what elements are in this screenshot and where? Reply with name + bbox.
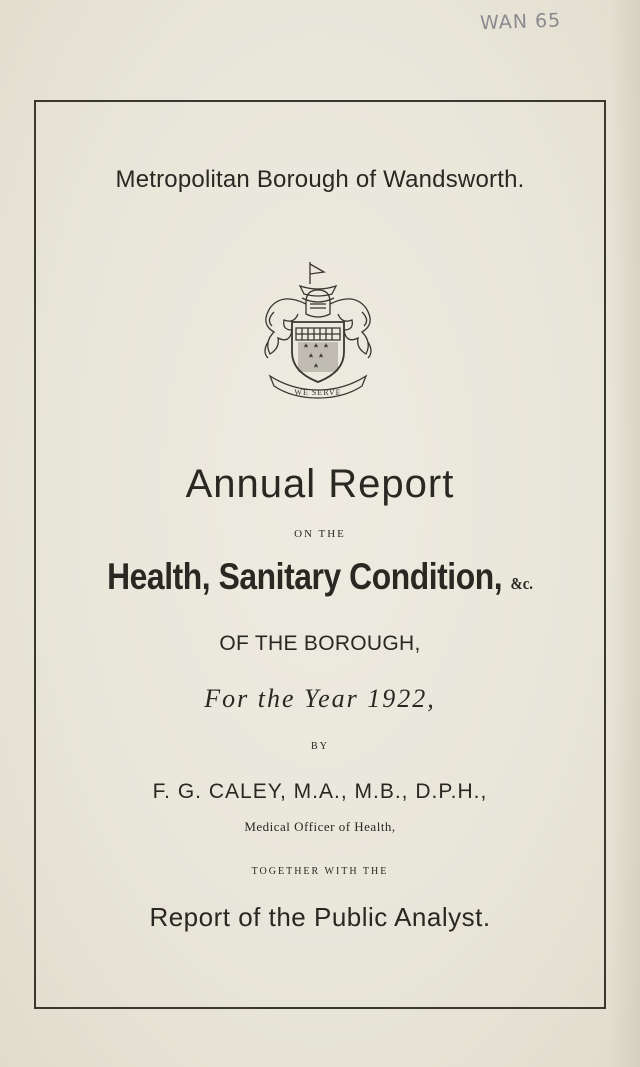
- analyst-report-title: Report of the Public Analyst.: [149, 902, 491, 932]
- page-edge-shadow: [610, 0, 640, 1067]
- borough-name: Metropolitan Borough of Wandsworth.: [115, 166, 525, 193]
- handwritten-shelfmark: WAN 65: [479, 9, 562, 35]
- etc-text: &c.: [510, 574, 533, 593]
- together-label: TOGETHER WITH THE: [251, 866, 389, 877]
- on-the-label: ON THE: [294, 528, 346, 540]
- coat-of-arms-icon: [252, 252, 384, 400]
- of-the-borough: OF THE BOROUGH,: [219, 632, 421, 655]
- by-label: BY: [311, 741, 329, 752]
- crest-motto: WE SERVE: [294, 388, 342, 397]
- report-subject: [74, 556, 566, 598]
- subject-text: Health, Sanitary Condition,: [107, 556, 503, 597]
- report-year: For the Year 1922,: [204, 684, 436, 713]
- author-role: Medical Officer of Health,: [244, 819, 396, 834]
- author-name: F. G. CALEY, M.A., M.B., D.P.H.,: [152, 780, 488, 803]
- report-title: Annual Report: [185, 462, 455, 506]
